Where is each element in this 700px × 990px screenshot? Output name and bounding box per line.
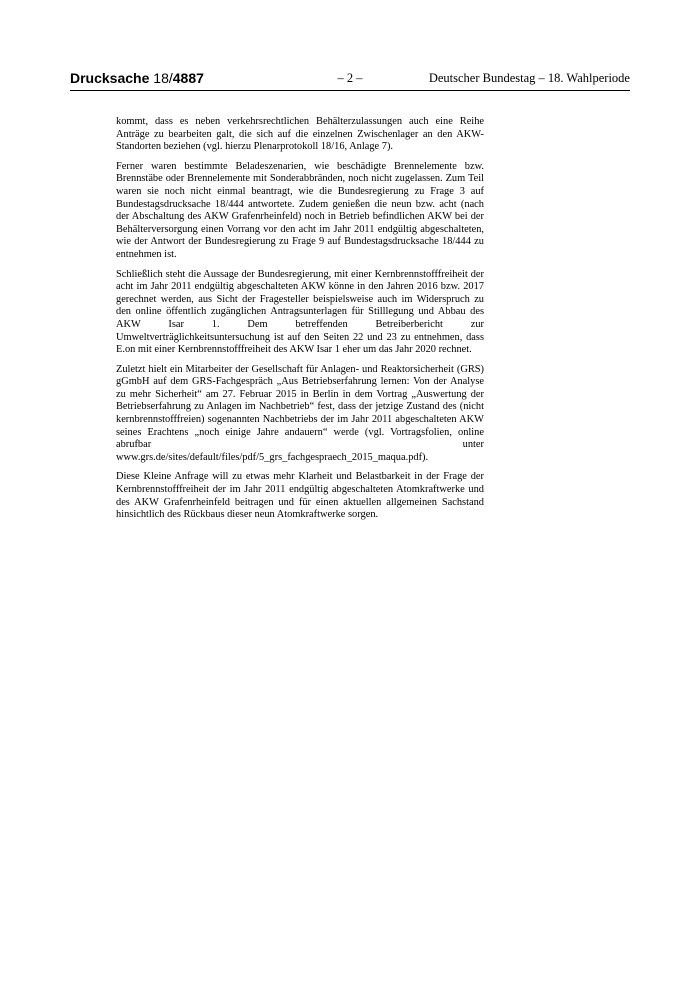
- paragraph-2: Ferner waren bestimmte Beladeszenarien, wie beschädigte Brennelemente bzw. Brennstäbe oder Brennelemente mit Sonderabbränden, noch nicht zugelassen. Zum Teil waren sie noch nicht einmal beantragt, wie die Bundesregierung zu Frage 3 auf Bundestagsdrucksache 18/444 antwortete. Zudem genießen die neun bzw. acht (nach der Abschaltung des AKW Grafenrheinfeld) noch in Betrieb befindlichen AKW bei der Behälterversorgung einen Vorrang vor den acht im Jahr 2011 endgültig abgeschalteten, wie der Antwort der Bundesregierung zu Frage 9 auf Bundestagsdrucksache 18/444 zu entnehmen ist.: [116, 160, 484, 260]
- document-number-value: 4887: [172, 70, 204, 86]
- publisher: Deutscher Bundestag – 18. Wahlperiode: [428, 71, 630, 85]
- paragraph-3: Schließlich steht die Aussage der Bundesregierung, mit einer Kernbrennstofffreiheit der acht im Jahr 2011 endgültig abgeschalteten AKW könne in den Jahren 2016 bzw. 2017 gerechnet werden, aus Sicht der Fragesteller beispielsweise auch im Widerspruch zu den online öffentlich zugänglichen Antragsunterlagen für Stilllegung und Abbau des AKW Isar 1. Dem betreffenden Betreiberbericht zur Umweltverträglichkeitsuntersuchung ist auf den Seiten 22 und 23 zu entnehmen, dass E.on mit einer Kernbrennstofffreiheit des AKW Isar 1 eher um das Jahr 2020 rechnet.: [116, 268, 484, 356]
- paragraph-5: Diese Kleine Anfrage will zu etwas mehr Klarheit und Belastbarkeit in der Frage der Kernbrennstofffreiheit der im Jahr 2011 endgültig abgeschalteten Atomkraftwerke und des AKW Grafenrheinfeld beitragen und für einen aktuellen allgemeinen Sachstand hinsichtlich des Rückbaus dieser neun Atomkraftwerke sorgen.: [116, 471, 484, 521]
- page-header: [70, 70, 630, 91]
- document-number-prefix: 18/: [153, 70, 173, 86]
- document-label: Drucksache: [70, 70, 150, 86]
- page-number: – 2 –: [337, 71, 363, 85]
- paragraph-4: Zuletzt hielt ein Mitarbeiter der Gesellschaft für Anlagen- und Reaktorsicherheit (GRS) gGmbH auf dem GRS-Fachgespräch „Aus Betriebserfahrung lernen: Von der Analyse zu mehr Sicherheit“ am 27. Februar 2015 in Berlin in dem Vortrag „Auswertung der Betriebserfahrung zu Anlagen im Nachbetrieb“ fest, dass der jetzige Zustand des (nicht kernbrennstofffreien) sogenannten Nachbetriebs der im Jahr 2011 abgeschalteten AKW seines Erachtens „noch einige Jahre andauern“ werde (vgl. Vortragsfolien, online abrufbar unter www.grs.de/sites/default/files/pdf/5_grs_fachgespraech_2015_maqua.pdf).: [116, 363, 484, 463]
- body-text: [116, 116, 484, 529]
- paragraph-1: kommt, dass es neben verkehrsrechtlichen Behälterzulassungen auch eine Reihe Anträge zu bearbeiten galt, die sich auf die einzelnen Zwischenlager an den AKW-Standorten beziehen (vgl. hierzu Plenarprotokoll 18/16, Anlage 7).: [116, 116, 484, 153]
